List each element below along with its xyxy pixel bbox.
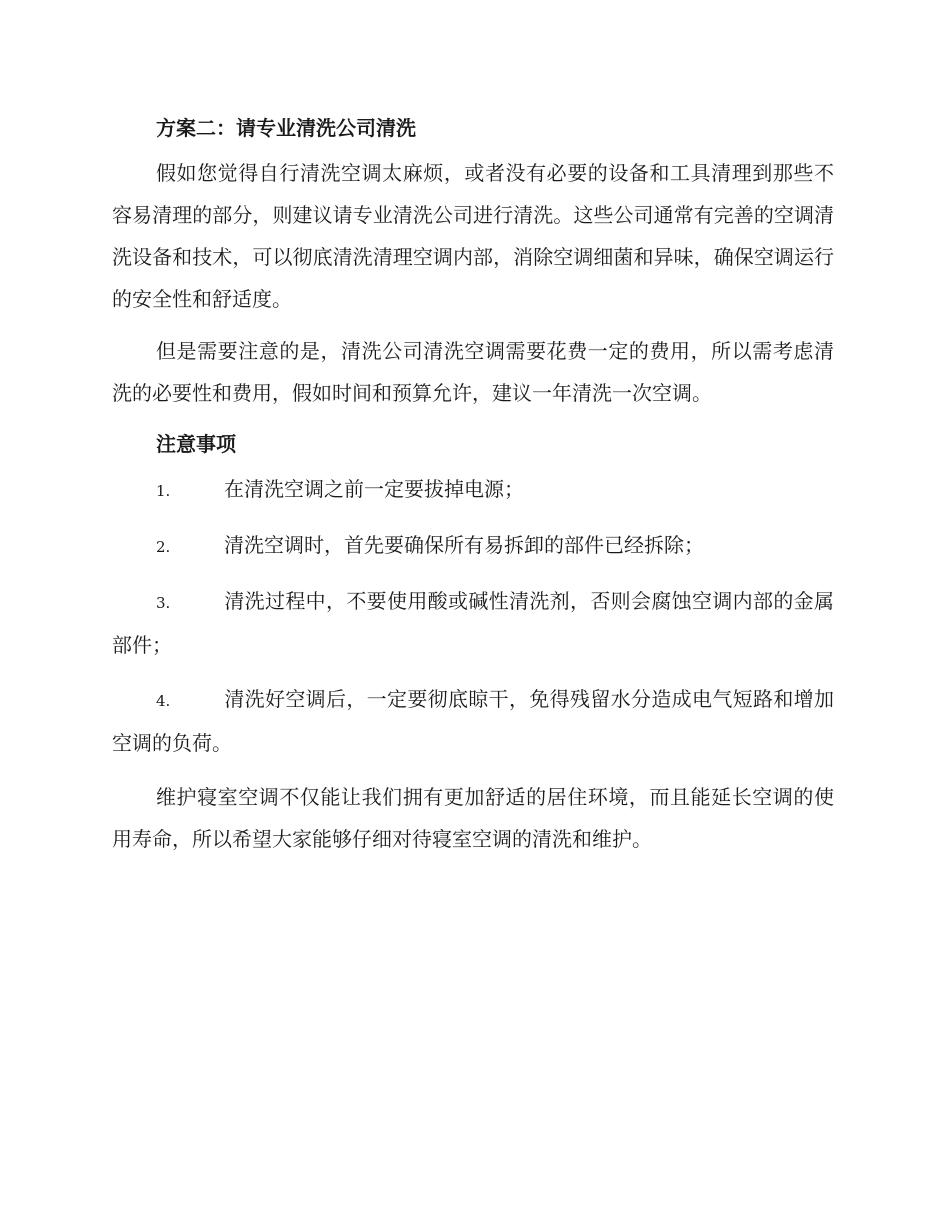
list-item bbox=[112, 468, 834, 512]
list-item-text: 清洗空调时，首先要确保所有易拆卸的部件已经拆除； bbox=[224, 533, 704, 557]
list-item bbox=[112, 580, 834, 666]
paragraph-cost-note: 但是需要注意的是，清洗公司清洗空调需要花费一定的费用，所以需考虑清洗的必要性和费用，假如时间和预算允许，建议一年清洗一次空调。 bbox=[112, 339, 834, 405]
list-item bbox=[112, 678, 834, 764]
list-item-text: 清洗过程中，不要使用酸或碱性清洗剂，否则会腐蚀空调内部的金属部件； bbox=[112, 589, 834, 657]
list-item-number: 4. bbox=[156, 692, 171, 710]
list-item-number: 2. bbox=[156, 538, 171, 556]
section-title: 方案二：请专业清洗公司清洗 bbox=[156, 116, 416, 140]
list-item-number: 3. bbox=[156, 594, 171, 612]
paragraph-closing: 维护寝室空调不仅能让我们拥有更加舒适的居住环境，而且能延长空调的使用寿命，所以希望大家能够仔细对待寝室空调的清洗和维护。 bbox=[112, 785, 834, 851]
list-item-text: 在清洗空调之前一定要拔掉电源； bbox=[224, 477, 524, 501]
list-item-number: 1. bbox=[156, 482, 171, 500]
list-item-text: 清洗好空调后，一定要彻底晾干，免得残留水分造成电气短路和增加空调的负荷。 bbox=[112, 687, 834, 755]
list-item bbox=[112, 524, 834, 568]
notes-title: 注意事项 bbox=[156, 432, 236, 456]
paragraph-service-description: 假如您觉得自行清洗空调太麻烦，或者没有必要的设备和工具清理到那些不容易清理的部分，则建议请专业清洗公司进行清洗。这些公司通常有完善的空调清洗设备和技术，可以彻底清洗清理空调内部，消除空调细菌和异味，确保空调运行的安全性和舒适度。 bbox=[112, 161, 834, 311]
document-body bbox=[112, 108, 834, 870]
